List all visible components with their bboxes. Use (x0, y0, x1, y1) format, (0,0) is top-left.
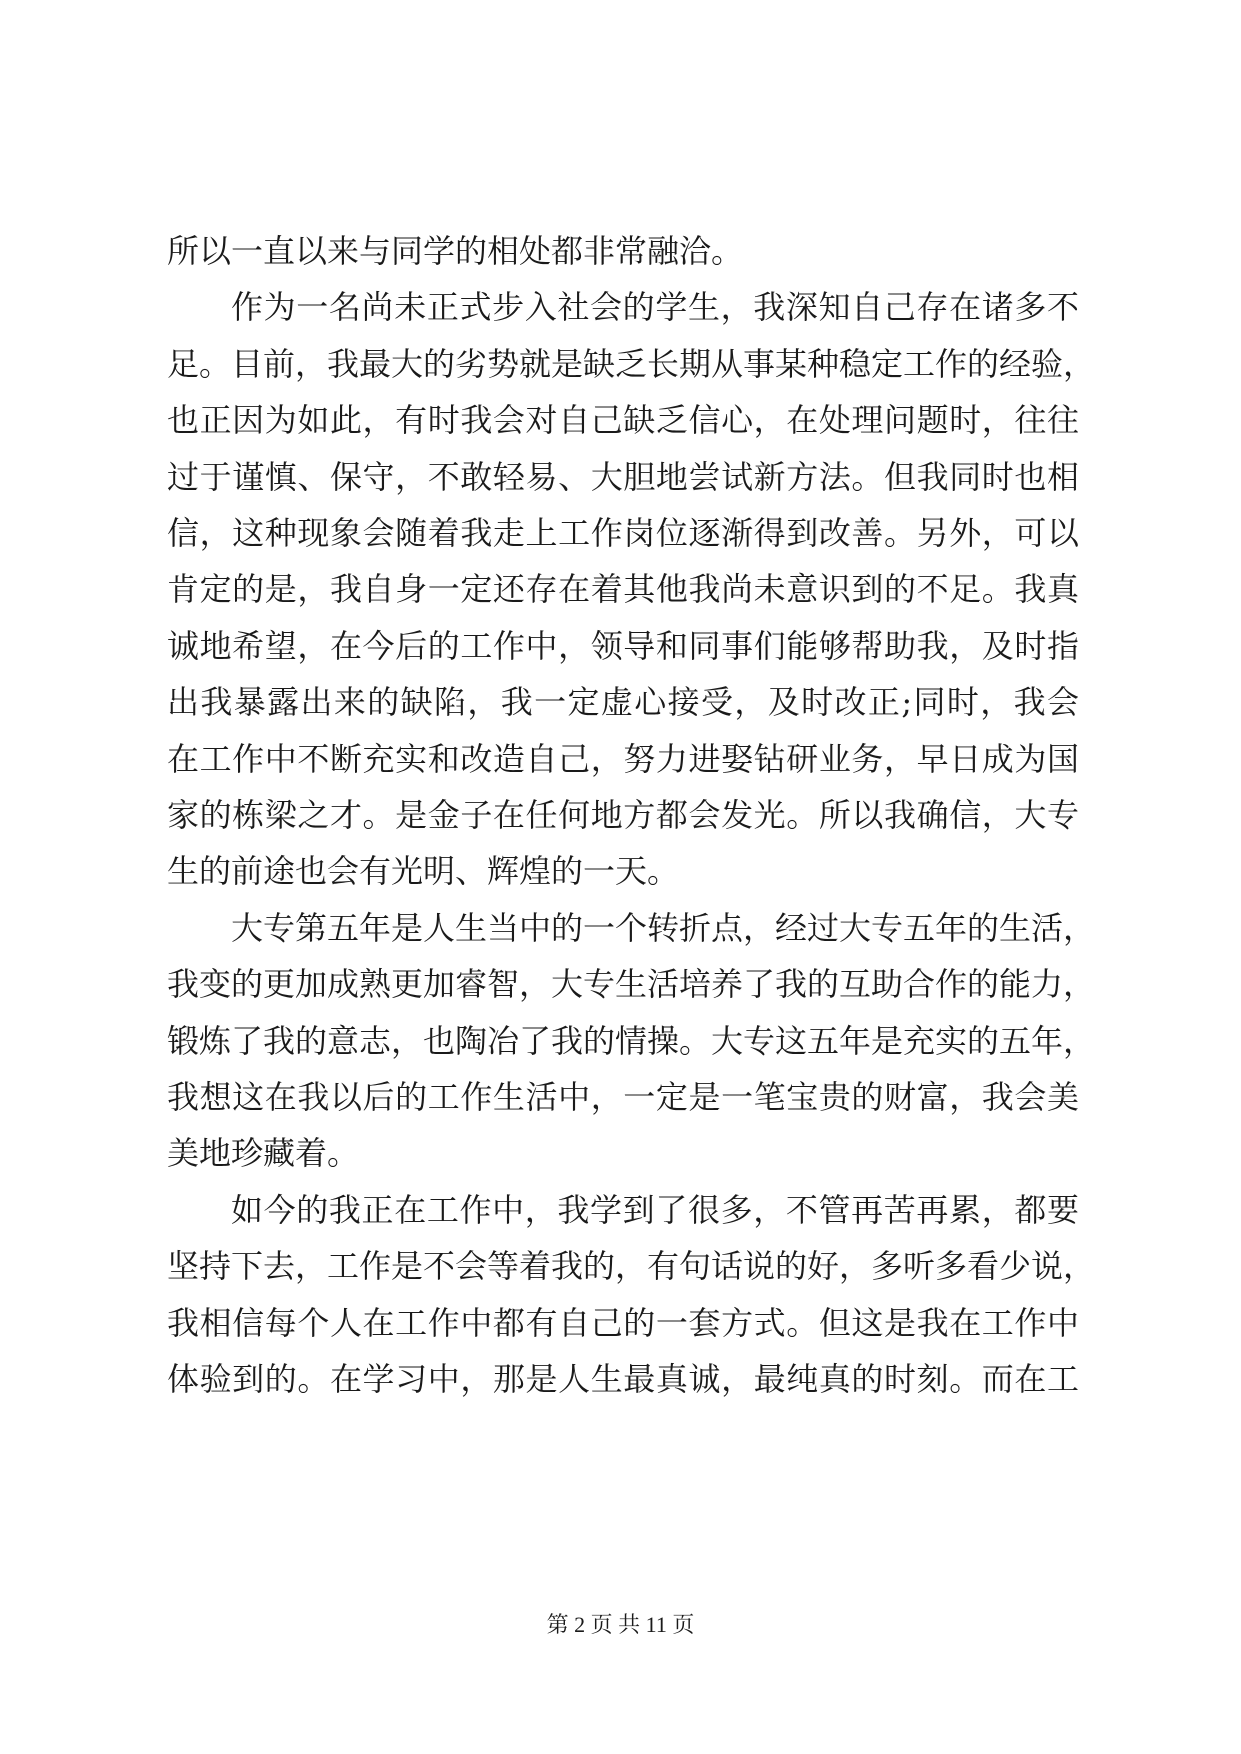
text-line: 我变的更加成熟更加睿智，大专生活培养了我的互助合作的能力， (167, 965, 1096, 1004)
text-line: 所以一直以来与同学的相处都非常融洽。 (167, 232, 744, 270)
text-line: 我想这在我以后的工作生活中，一定是一笔宝贵的财富，我会美 (167, 1078, 1079, 1116)
text-line: 过于谨慎、保守，不敢轻易、大胆地尝试新方法。但我同时也相 (167, 457, 1079, 496)
text-line: 也正因为如此，有时我会对自己缺乏信心，在处理问题时，往往 (167, 401, 1079, 440)
text-line: 美地珍藏着。 (167, 1134, 360, 1173)
text-line: 信，这种现象会随着我走上工作岗位逐渐得到改善。另外，可以 (167, 514, 1079, 552)
text-line: 坚持下去，工作是不会等着我的，有句话说的好，多听多看少说， (167, 1247, 1096, 1286)
text-line: 我相信每个人在工作中都有自己的一套方式。但这是我在工作中 (167, 1303, 1079, 1342)
text-line: 足。目前，我最大的劣势就是缺乏长期从事某种稳定工作的经验， (167, 344, 1096, 383)
page-footer: 第 2 页 共 11 页 (546, 1612, 695, 1637)
text-line: 家的栋梁之才。是金子在任何地方都会发光。所以我确信，大专 (167, 796, 1079, 834)
text-line: 大专第五年是人生当中的一个转折点，经过大专五年的生活， (231, 908, 1096, 947)
text-line: 作为一名尚未正式步入社会的学生，我深知自己存在诸多不 (231, 288, 1079, 327)
text-line: 出我暴露出来的缺陷，我一定虚心接受，及时改正;同时，我会 (167, 683, 1079, 722)
text-line: 在工作中不断充实和改造自己，努力进娶钻研业务，早日成为国 (167, 739, 1079, 778)
text-line: 诚地希望，在今后的工作中，领导和同事们能够帮助我，及时指 (167, 626, 1079, 665)
text-line: 生的前途也会有光明、辉煌的一天。 (167, 852, 680, 891)
text-line: 锻炼了我的意志，也陶冶了我的情操。大专这五年是充实的五年， (167, 1021, 1096, 1060)
text-line: 肯定的是，我自身一定还存在着其他我尚未意识到的不足。我真 (167, 570, 1079, 609)
text-line: 如今的我正在工作中，我学到了很多，不管再苦再累，都要 (231, 1190, 1079, 1229)
text-line: 体验到的。在学习中，那是人生最真诚，最纯真的时刻。而在工 (167, 1360, 1079, 1398)
